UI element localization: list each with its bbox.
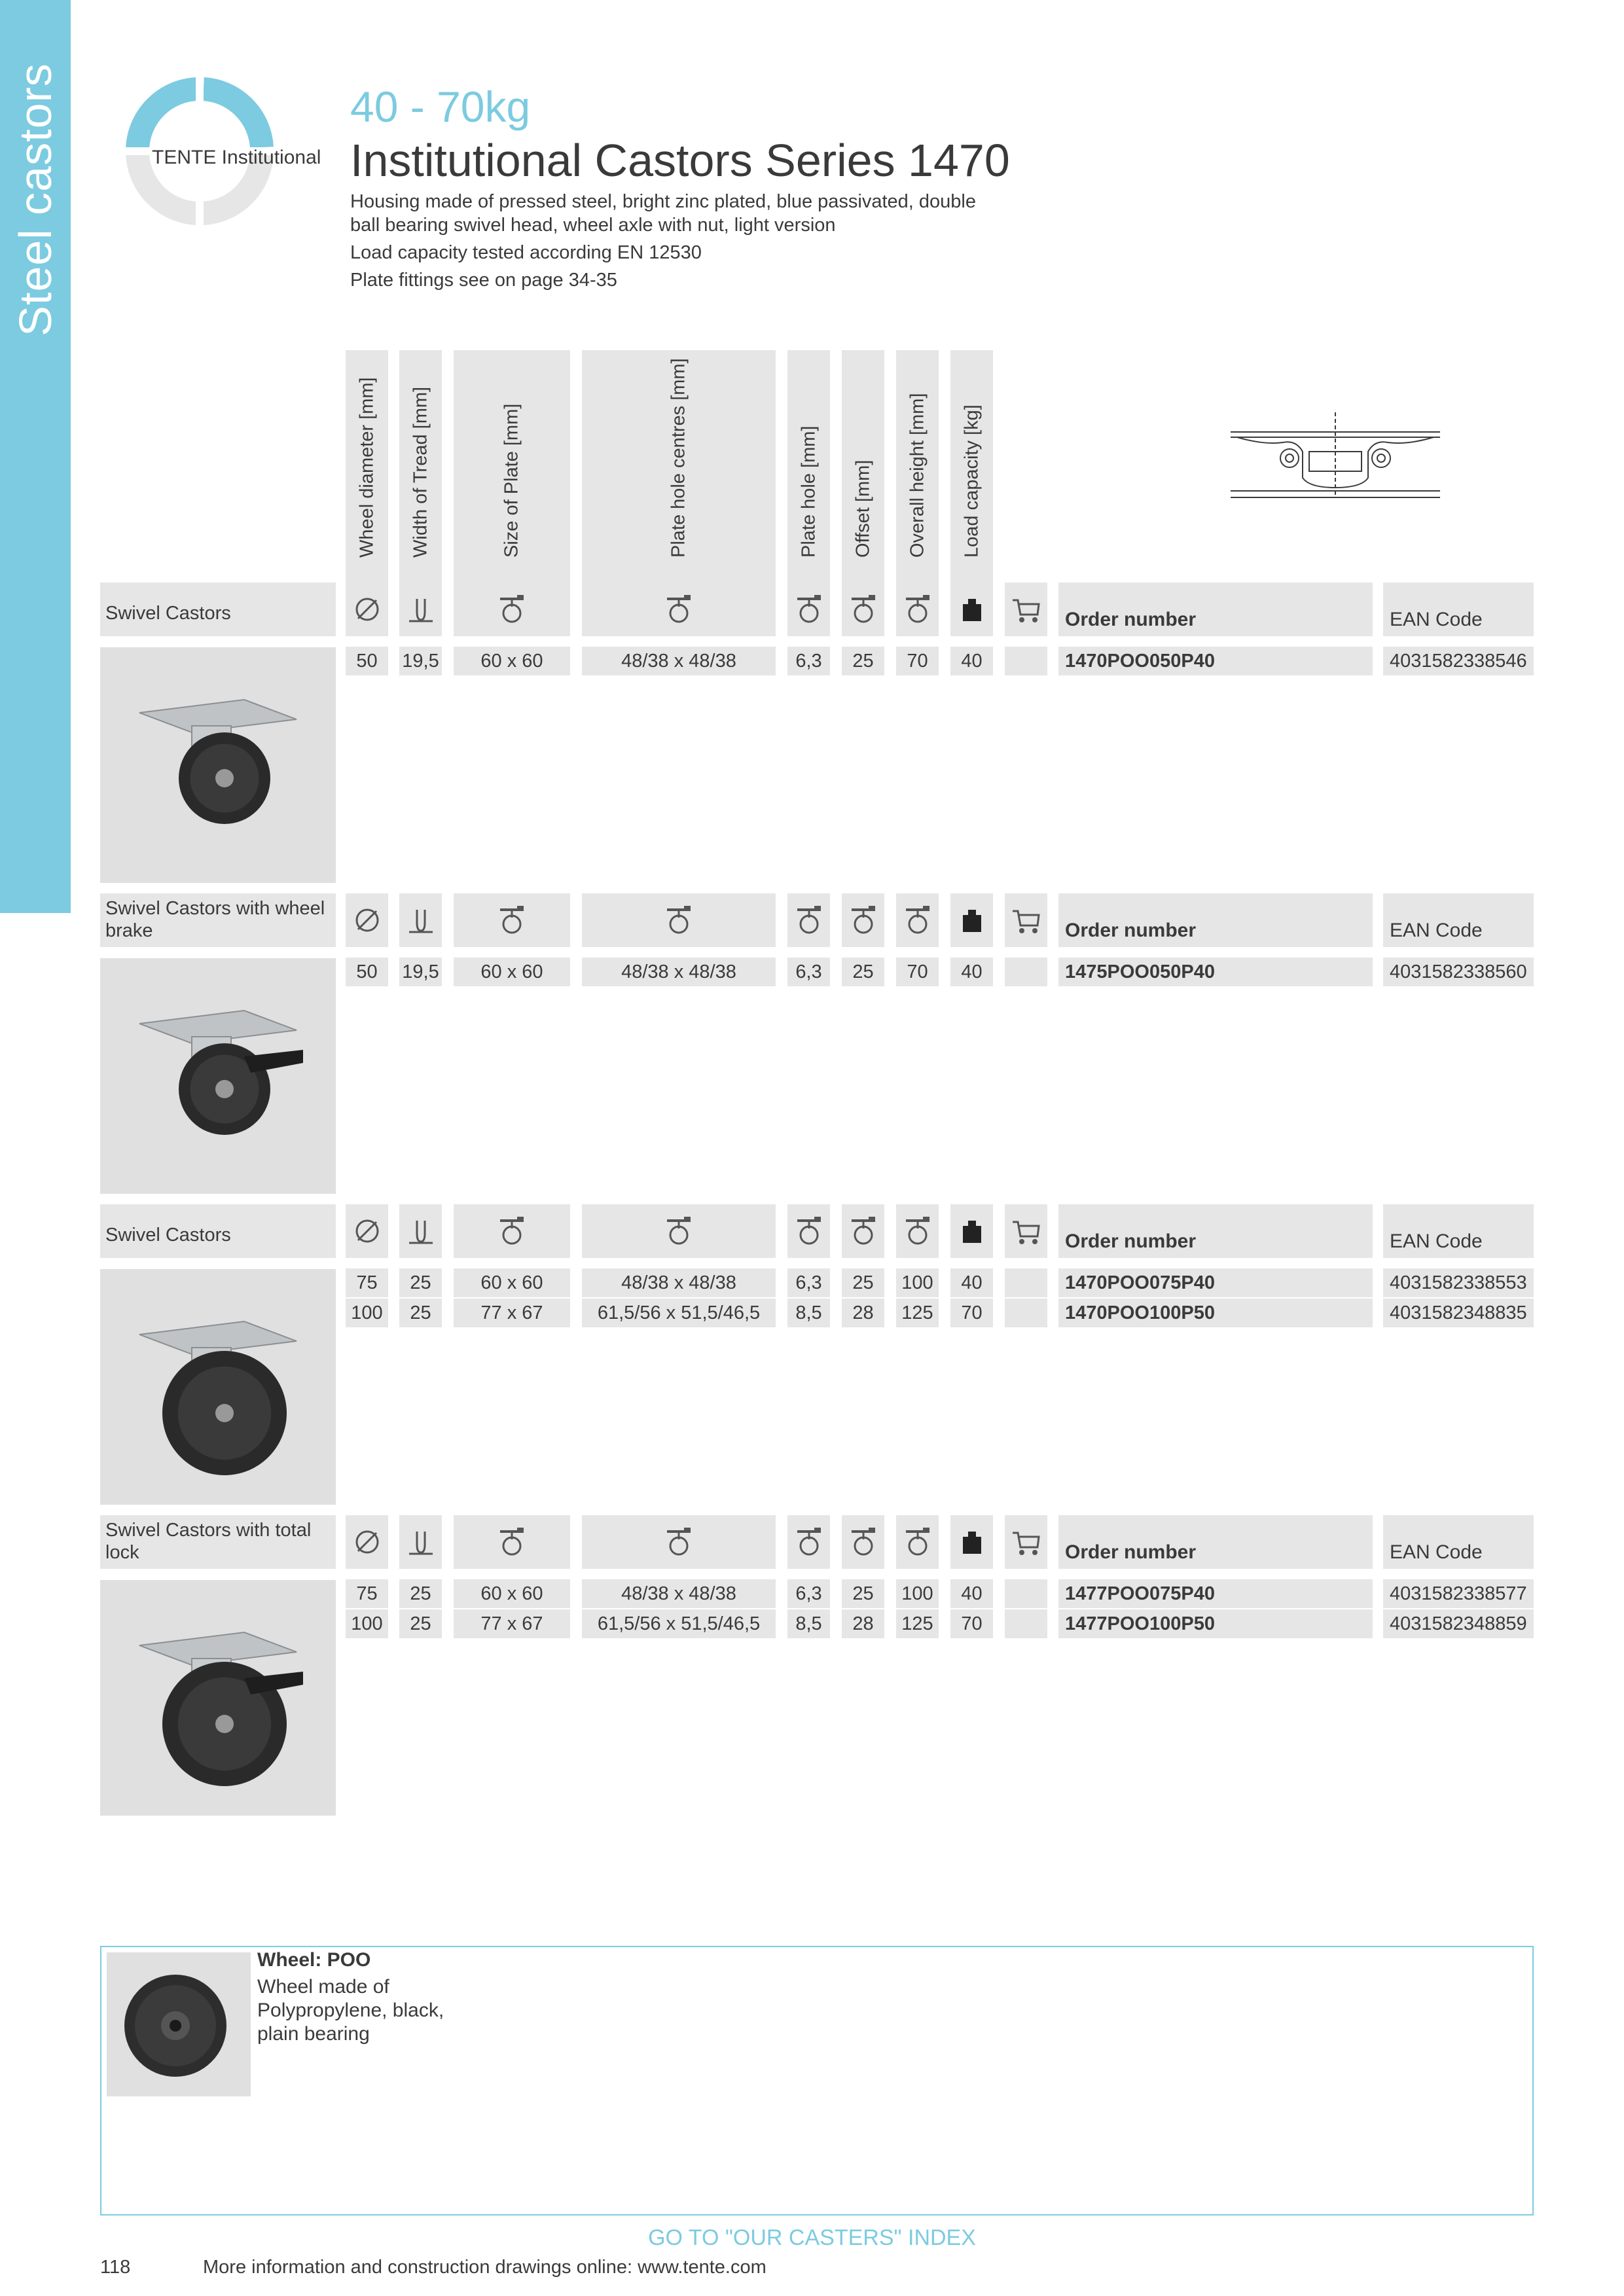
table-cell: 28 — [842, 1609, 884, 1638]
table-cell: 100 — [896, 1579, 939, 1608]
table-cell: 70 — [896, 647, 939, 675]
ean-code-header — [1383, 1515, 1534, 1569]
column-header-size-of-plate: Size of Plate [mm] — [454, 350, 570, 586]
table-cell: 40 — [950, 647, 993, 675]
more-info-text: More information and construction drawings online: www.tente.com — [203, 2257, 767, 2278]
trolley-icon — [1005, 1515, 1047, 1569]
table-cell: 6,3 — [787, 647, 830, 675]
table-cell: 25 — [842, 958, 884, 986]
order-number[interactable]: 1470POO075P40 — [1058, 1268, 1373, 1297]
section-title-band — [100, 1515, 336, 1569]
table-cell: 77 x 67 — [454, 1299, 570, 1327]
table-cell: 77 x 67 — [454, 1609, 570, 1638]
plate-hole-icon — [787, 893, 830, 947]
overall-height-icon — [896, 1515, 939, 1569]
ean-code-label: EAN Code — [1390, 1541, 1483, 1563]
wheel-description-line: plain bearing — [257, 2023, 370, 2045]
table-cell-empty — [1005, 1268, 1047, 1297]
table-cell: 48/38 x 48/38 — [582, 958, 776, 986]
column-header-overall-height: Overall height [mm] — [896, 350, 939, 586]
order-number-header — [1058, 1204, 1373, 1258]
side-tab — [0, 0, 71, 913]
trolley-icon — [1005, 893, 1047, 947]
order-number-label: Order number — [1065, 1541, 1197, 1563]
description-line: ball bearing swivel head, wheel axle with nut, light version — [350, 215, 836, 236]
section-title-band — [100, 893, 336, 947]
castor-photo — [100, 1269, 336, 1505]
plate-hole-centres-icon — [582, 583, 776, 636]
ean-code: 4031582348859 — [1383, 1609, 1534, 1638]
table-cell: 60 x 60 — [454, 1268, 570, 1297]
column-header-width-of-tread: Width of Tread [mm] — [399, 350, 442, 586]
table-cell: 60 x 60 — [454, 958, 570, 986]
trolley-icon — [1005, 1204, 1047, 1258]
page-title: Institutional Castors Series 1470 — [350, 135, 1010, 186]
order-number[interactable]: 1470POO100P50 — [1058, 1299, 1373, 1327]
load-capacity-icon — [950, 893, 993, 947]
table-cell: 40 — [950, 1268, 993, 1297]
section-title: Swivel Castors — [105, 1225, 231, 1246]
table-cell: 100 — [346, 1299, 388, 1327]
section-title-band — [100, 583, 336, 636]
wheel-title: Wheel: POO — [257, 1949, 371, 1971]
page-number: 118 — [100, 2257, 131, 2278]
wheel-photo — [107, 1952, 251, 2096]
order-number[interactable]: 1477POO075P40 — [1058, 1579, 1373, 1608]
table-cell: 48/38 x 48/38 — [582, 647, 776, 675]
load-capacity-icon — [950, 1515, 993, 1569]
tread-width-icon — [399, 1515, 442, 1569]
column-header-wheel-diameter: Wheel diameter [mm] — [346, 350, 388, 586]
table-cell: 8,5 — [787, 1609, 830, 1638]
ean-code-header — [1383, 1204, 1534, 1258]
plate-hole-icon — [787, 1204, 830, 1258]
table-cell: 25 — [399, 1609, 442, 1638]
table-cell: 61,5/56 x 51,5/46,5 — [582, 1609, 776, 1638]
ean-code: 4031582338546 — [1383, 647, 1534, 675]
load-capacity-icon — [950, 583, 993, 636]
section-title: Swivel Castors with wheel brake — [105, 898, 325, 941]
description-line: Load capacity tested according EN 12530 — [350, 242, 702, 263]
table-cell: 75 — [346, 1579, 388, 1608]
overall-height-icon — [896, 1204, 939, 1258]
order-number[interactable]: 1470POO050P40 — [1058, 647, 1373, 675]
trolley-icon — [1005, 583, 1047, 636]
table-cell: 75 — [346, 1268, 388, 1297]
logo-text: TENTE Institutional — [152, 147, 321, 168]
table-cell: 50 — [346, 647, 388, 675]
order-number[interactable]: 1475POO050P40 — [1058, 958, 1373, 986]
order-number-label: Order number — [1065, 609, 1197, 630]
order-number-label: Order number — [1065, 1230, 1197, 1252]
table-cell: 19,5 — [399, 958, 442, 986]
plate-hole-centres-icon — [582, 1515, 776, 1569]
table-cell: 28 — [842, 1299, 884, 1327]
section-title-band — [100, 1204, 336, 1258]
table-cell: 6,3 — [787, 1268, 830, 1297]
overall-height-icon — [896, 583, 939, 636]
table-cell: 25 — [842, 1268, 884, 1297]
table-cell: 100 — [896, 1268, 939, 1297]
order-number[interactable]: 1477POO100P50 — [1058, 1609, 1373, 1638]
column-header-plate-hole: Plate hole [mm] — [787, 350, 830, 586]
table-cell: 40 — [950, 1579, 993, 1608]
ean-code: 4031582338577 — [1383, 1579, 1534, 1608]
ean-code: 4031582338553 — [1383, 1268, 1534, 1297]
wheel-description-line: Wheel made of — [257, 1976, 389, 1998]
table-cell: 48/38 x 48/38 — [582, 1268, 776, 1297]
wheel-diameter-icon — [346, 1515, 388, 1569]
table-cell: 60 x 60 — [454, 647, 570, 675]
column-header-load-capacity: Load capacity [kg] — [950, 350, 993, 586]
table-cell: 70 — [950, 1609, 993, 1638]
wheel-diameter-icon — [346, 893, 388, 947]
description-line: Plate fittings see on page 34-35 — [350, 270, 617, 291]
plate-size-icon — [454, 893, 570, 947]
table-cell: 25 — [842, 647, 884, 675]
plate-size-icon — [454, 1204, 570, 1258]
description-line: Housing made of pressed steel, bright zinc plated, blue passivated, double — [350, 191, 976, 212]
ean-code-label: EAN Code — [1390, 609, 1483, 630]
table-cell: 125 — [896, 1299, 939, 1327]
table-cell: 19,5 — [399, 647, 442, 675]
wheel-diameter-icon — [346, 583, 388, 636]
tread-width-icon — [399, 583, 442, 636]
table-cell: 60 x 60 — [454, 1579, 570, 1608]
tread-width-icon — [399, 1204, 442, 1258]
table-cell: 61,5/56 x 51,5/46,5 — [582, 1299, 776, 1327]
weight-range: 40 - 70kg — [350, 82, 531, 131]
offset-icon — [842, 1204, 884, 1258]
castor-photo — [100, 958, 336, 1194]
table-cell: 70 — [896, 958, 939, 986]
table-cell: 25 — [842, 1579, 884, 1608]
table-cell: 25 — [399, 1268, 442, 1297]
ean-code-label: EAN Code — [1390, 1230, 1483, 1252]
table-cell: 70 — [950, 1299, 993, 1327]
table-cell: 6,3 — [787, 1579, 830, 1608]
side-tab-label: Steel castors — [10, 63, 61, 336]
table-cell: 25 — [399, 1579, 442, 1608]
table-cell: 25 — [399, 1299, 442, 1327]
offset-icon — [842, 893, 884, 947]
column-header-plate-hole-centres: Plate hole centres [mm] — [582, 350, 776, 586]
table-cell-empty — [1005, 958, 1047, 986]
table-cell: 8,5 — [787, 1299, 830, 1327]
table-cell: 125 — [896, 1609, 939, 1638]
overall-height-icon — [896, 893, 939, 947]
casters-index-link[interactable]: GO TO "OUR CASTERS" INDEX — [648, 2225, 976, 2250]
order-number-header — [1058, 1515, 1373, 1569]
wheel-description-line: Polypropylene, black, — [257, 2000, 444, 2021]
castor-drawing-icon — [1224, 406, 1447, 504]
plate-size-icon — [454, 1515, 570, 1569]
table-cell: 6,3 — [787, 958, 830, 986]
offset-icon — [842, 583, 884, 636]
ean-code: 4031582338560 — [1383, 958, 1534, 986]
plate-hole-icon — [787, 1515, 830, 1569]
table-cell-empty — [1005, 1609, 1047, 1638]
order-number-label: Order number — [1065, 920, 1197, 941]
table-cell-empty — [1005, 1579, 1047, 1608]
tread-width-icon — [399, 893, 442, 947]
load-capacity-icon — [950, 1204, 993, 1258]
ean-code: 4031582348835 — [1383, 1299, 1534, 1327]
table-cell-empty — [1005, 647, 1047, 675]
plate-hole-centres-icon — [582, 893, 776, 947]
section-title: Swivel Castors — [105, 603, 231, 624]
table-cell: 50 — [346, 958, 388, 986]
castor-photo — [100, 647, 336, 883]
table-cell: 48/38 x 48/38 — [582, 1579, 776, 1608]
plate-hole-icon — [787, 583, 830, 636]
section-title: Swivel Castors with total lock — [105, 1520, 312, 1563]
wheel-diameter-icon — [346, 1204, 388, 1258]
castor-photo — [100, 1580, 336, 1816]
ean-code-label: EAN Code — [1390, 920, 1483, 941]
table-cell: 40 — [950, 958, 993, 986]
order-number-header — [1058, 893, 1373, 947]
table-cell-empty — [1005, 1299, 1047, 1327]
offset-icon — [842, 1515, 884, 1569]
plate-size-icon — [454, 583, 570, 636]
order-number-header — [1058, 583, 1373, 636]
plate-hole-centres-icon — [582, 1204, 776, 1258]
column-header-offset: Offset [mm] — [842, 350, 884, 586]
table-cell: 100 — [346, 1609, 388, 1638]
ean-code-header — [1383, 893, 1534, 947]
ean-code-header — [1383, 583, 1534, 636]
